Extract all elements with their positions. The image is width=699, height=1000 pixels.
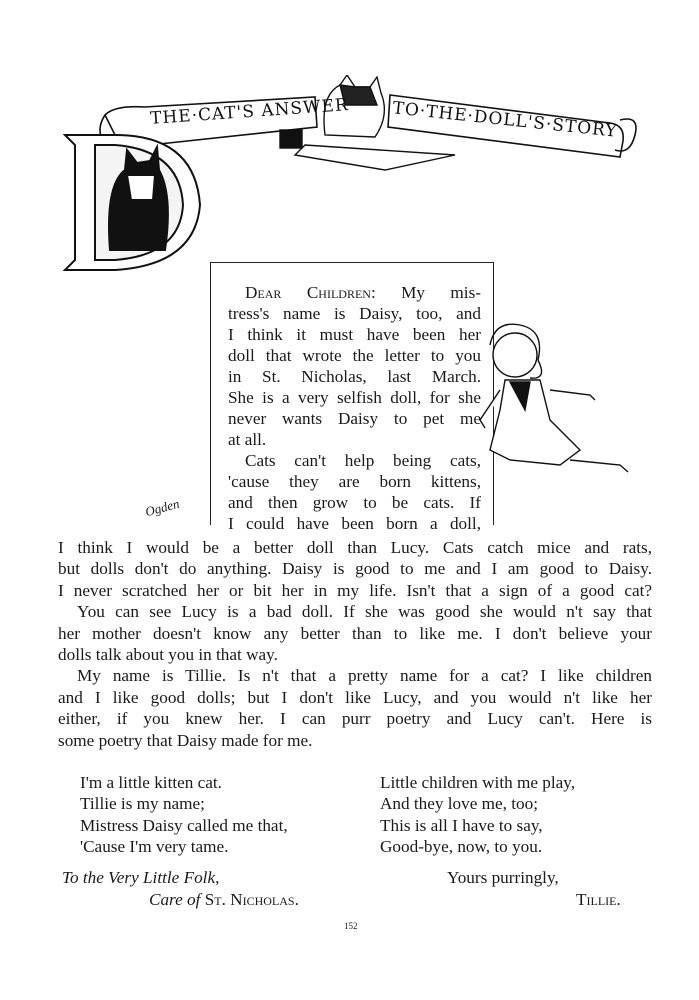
poem-line: Tillie is my name; xyxy=(80,794,205,814)
poem-line: Mistress Daisy called me that, xyxy=(80,815,288,835)
doll-illustration xyxy=(470,300,640,500)
salutation: Dear Children xyxy=(245,283,371,302)
drop-cap-d-with-cat xyxy=(65,135,200,270)
text-line: either, if you knew her. I can purr poetry and Lucy can't. Here is xyxy=(58,709,652,729)
poem-line: Little children with me play, xyxy=(380,773,576,792)
text-line: at all. xyxy=(228,430,267,449)
title-right: TO·THE·DOLL'S·STORY xyxy=(391,98,619,142)
valediction: Yours purringly, xyxy=(447,868,559,887)
poem-right xyxy=(380,772,575,858)
poem-line: I'm a little kitten cat. xyxy=(80,773,222,792)
text-line: Dear Children: My mis- xyxy=(245,283,481,302)
letter-full-text xyxy=(58,537,652,751)
title-left: THE·CAT'S ANSWER xyxy=(149,95,350,129)
text-line: Cats can't help being cats, xyxy=(245,451,481,470)
text-line: dolls talk about you in that way. xyxy=(58,645,278,665)
care-of-line: Care of St. Nicholas. xyxy=(149,890,299,909)
text-line: and I like good dolls; but I don't like Lucy, and you would n't like her xyxy=(58,687,652,707)
text-line: doll that wrote the letter to you xyxy=(228,346,481,365)
text-line: You can see Lucy is a bad doll. If she was good she would n't say that xyxy=(77,602,652,622)
poem-line: 'Cause I'm very tame. xyxy=(80,837,229,857)
magazine-name: St. Nicholas. xyxy=(204,890,299,909)
text-line: and then grow to be cats. If xyxy=(228,493,481,512)
text-line: I never scratched her or bit her in my life. Isn't that a sign of a good cat? xyxy=(58,580,652,600)
text-line: some poetry that Daisy made for me. xyxy=(58,730,313,750)
text-line: but dolls don't do anything. Daisy is good to me and I am good to Daisy. xyxy=(58,559,652,579)
address-line: To the Very Little Folk, xyxy=(62,868,220,887)
poem-line: This is all I have to say, xyxy=(380,815,543,835)
header-illustration xyxy=(55,75,645,275)
text-line: I think I would be a better doll than Lucy. Cats catch mice and rats, xyxy=(58,538,652,557)
text-line: in St. Nicholas, last March. xyxy=(228,367,481,386)
poem-line: Good-bye, now, to you. xyxy=(380,837,543,857)
poem-line: And they love me, too; xyxy=(380,794,539,814)
poem-left xyxy=(80,772,288,858)
text-line: never wants Daisy to pet me xyxy=(228,409,481,428)
text-line: I think it must have been her xyxy=(228,325,481,344)
page-number: 152 xyxy=(344,921,358,931)
artist-signature: Ogden xyxy=(143,495,181,520)
text-line: 'cause they are born kittens, xyxy=(228,472,481,491)
text-line: She is a very selfish doll, for she xyxy=(228,388,481,407)
signature: Tillie. xyxy=(576,890,621,909)
letter-boxed-text xyxy=(228,282,481,534)
text-line: her mother doesn't know any better than to like me. I don't believe your xyxy=(58,623,652,643)
text-line: My name is Tillie. Is n't that a pretty name for a cat? I like children xyxy=(77,666,652,686)
text-line: I could have been born a doll, xyxy=(228,514,481,533)
text-line: tress's name is Daisy, too, and xyxy=(228,304,481,323)
